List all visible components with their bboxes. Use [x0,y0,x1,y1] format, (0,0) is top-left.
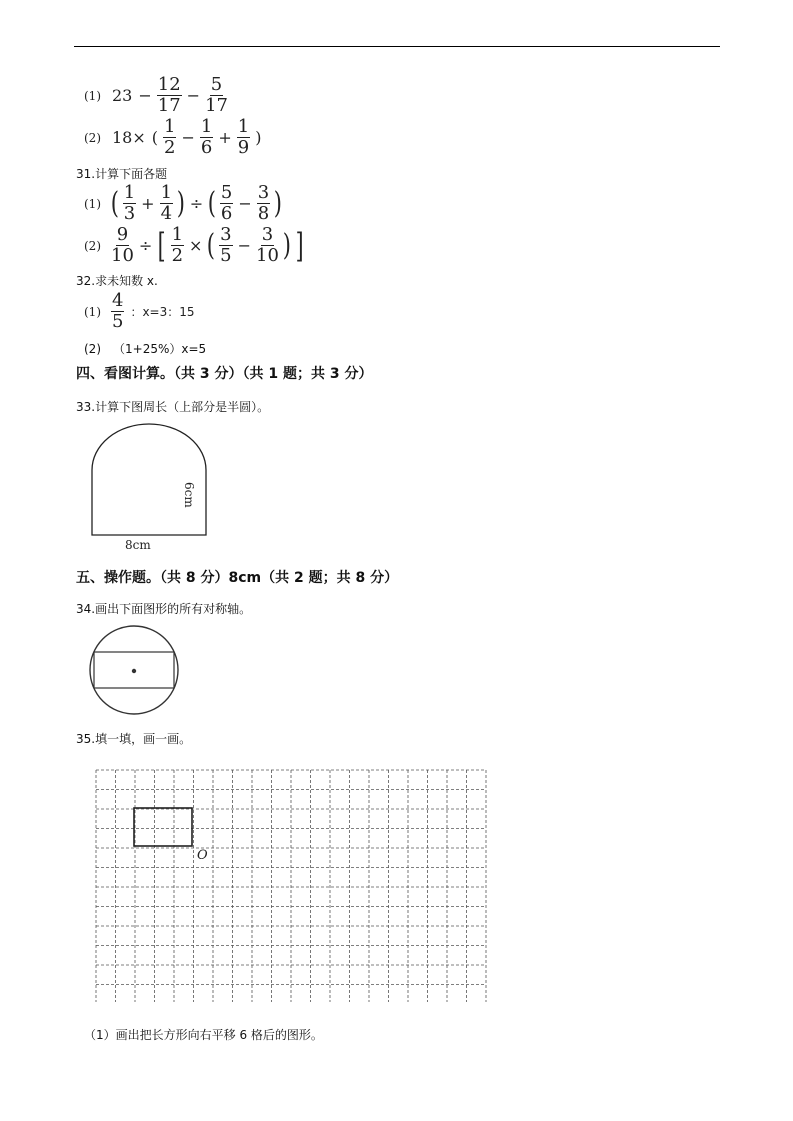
fraction: $\frac{12}{17}$ [157,74,181,116]
fraction: $\frac{3}{5}$ [220,224,232,266]
fraction: $\frac{4}{5}$ [112,290,124,332]
point-o-label: O [197,848,208,863]
fraction: $\frac{1}{9}$ [237,116,250,158]
arch-figure [78,418,228,556]
height-label: 6cm [182,482,196,508]
q31-title: 31.计算下面各题 [76,167,168,181]
q30-part2: (2) 18× ( $\frac{1}{2}$ − $\frac{1}{6}$ + $\frac{1}{9}$ ) [84,116,262,158]
part-label: (2) [84,130,101,145]
fraction: $\frac{3}{10}$ [256,224,279,266]
circle-rectangle-figure [86,624,186,716]
section-heading-5: 五、操作题。（共 8 分）8cm（共 2 题；共 8 分） [76,570,399,586]
q32-part2 [84,340,206,357]
dotted-grid [92,766,498,1002]
rectangle-shape [134,808,192,846]
whole-number: 23 [112,86,133,105]
arch-outline [92,424,206,535]
fraction: $\frac{3}{8}$ [257,182,270,224]
q35-sub1: （1）画出把长方形向右平移 6 格后的图形。 [84,1028,323,1042]
center-dot [132,669,136,673]
fraction: $\frac{1}{3}$ [123,182,136,224]
q30-part1: (1) 23 − $\frac{12}{17}$ − $\frac{5}{17}$ [84,74,228,116]
part-label: (2) [84,341,101,356]
q31-part2: (2) $\frac{9}{10}$ ÷ [ $\frac{1}{2}$ × ( $\frac{3}{5}$ − $\frac{3}{10}$ ) ] [84,224,304,266]
q31-part1: (1) ( $\frac{1}{3}$ + $\frac{1}{4}$ ) ÷ ( $\frac{5}{6}$ − $\frac{3}{8}$ ) [84,182,283,224]
header-rule [74,46,720,47]
fraction: $\frac{5}{17}$ [205,74,228,116]
fraction: $\frac{1}{2}$ [171,224,184,266]
part-label: (1) [84,88,101,103]
part-label: (1) [84,304,101,319]
part-label: (2) [84,238,101,253]
fraction: $\frac{9}{10}$ [111,224,134,266]
fraction: $\frac{1}{6}$ [200,116,213,158]
equation: （1+25%）x=5 [113,342,207,356]
q32-title: 32.求未知数 x. [76,274,158,288]
width-label: 8cm [125,538,151,552]
q34-title: 34.画出下面图形的所有对称轴。 [76,602,252,616]
part-label: (1) [84,196,101,211]
fraction: $\frac{5}{6}$ [220,182,233,224]
multiplier: 18× [112,128,146,147]
section-heading-4: 四、看图计算。（共 3 分）（共 1 题；共 3 分） [76,366,373,382]
q35-title: 35.填一填，画一画。 [76,732,192,746]
q32-part1 [84,292,195,331]
ratio-equation: ：x=3：15 [130,305,195,319]
fraction: $\frac{1}{2}$ [164,116,176,158]
fraction: $\frac{1}{4}$ [160,182,173,224]
q33-title: 33.计算下图周长（上部分是半圆）。 [76,400,270,414]
